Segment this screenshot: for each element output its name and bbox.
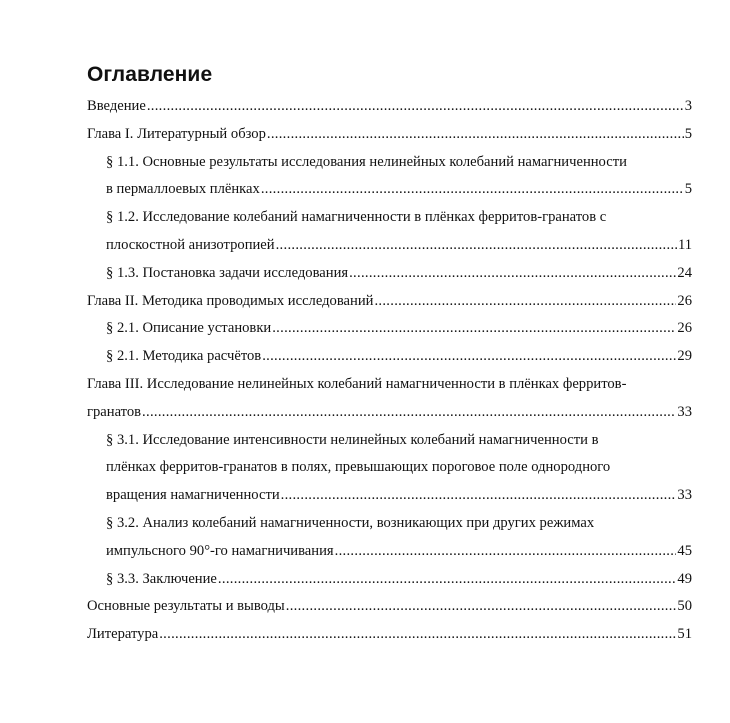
toc-entry-text: вращения намагниченности [106, 487, 280, 504]
toc-entry-line [87, 288, 692, 316]
toc-entry[interactable] [87, 149, 692, 205]
toc-entry-text: § 1.2. Исследование колебаний намагниченности в плёнках ферритов-гранатов с [106, 209, 607, 226]
toc-page-number: 3 [684, 98, 692, 114]
toc-entry[interactable] [87, 621, 692, 649]
toc-entry-line [87, 399, 692, 427]
toc-entry[interactable] [87, 427, 692, 510]
toc-entry-line [106, 232, 692, 260]
toc-entry-line [106, 260, 692, 288]
toc-page-number: 26 [677, 292, 692, 309]
toc-entry-text: Глава I. Литературный обзор [87, 125, 266, 142]
toc-entry[interactable] [87, 288, 692, 316]
toc-entry-text: гранатов [87, 403, 142, 420]
toc-entry-line [87, 621, 692, 649]
toc-page-number: 24 [677, 264, 692, 281]
toc-page-number: 29 [677, 348, 692, 365]
dot-leader [349, 260, 676, 288]
toc-title: Оглавление [87, 63, 213, 86]
toc-page-number: 49 [677, 570, 692, 587]
toc-page-number: 5 [684, 181, 692, 198]
toc-entry-text: в пермаллоевых плёнках [106, 181, 260, 198]
toc-entry-text: § 2.1. Описание установки [106, 320, 272, 337]
toc-entry[interactable] [87, 260, 692, 288]
toc-list [87, 93, 692, 649]
toc-entry-text: Основные результаты и выводы [87, 598, 285, 615]
toc-page-number: 50 [677, 598, 692, 615]
toc-entry[interactable] [87, 204, 692, 260]
toc-page-number: 26 [677, 320, 692, 337]
toc-entry[interactable] [87, 593, 692, 621]
toc-entry-text: § 2.1. Методика расчётов [106, 348, 262, 365]
dot-leader [272, 315, 676, 343]
toc-entry-line [87, 593, 692, 621]
toc-entry-line [106, 482, 692, 510]
toc-entry-line [106, 176, 692, 204]
toc-entry-line [106, 315, 692, 343]
toc-entry-text: Литература [87, 626, 159, 643]
toc-entry-text: плоскостной анизотропией [106, 236, 275, 253]
toc-entry-line [106, 343, 692, 371]
toc-entry-text: Введение [87, 98, 146, 114]
toc-entry-line [87, 93, 692, 121]
toc-entry[interactable] [87, 315, 692, 343]
toc-entry[interactable] [87, 93, 692, 121]
toc-entry-line [106, 566, 692, 594]
toc-entry-text: Глава II. Методика проводимых исследований [87, 292, 374, 309]
toc-entry-text: § 1.1. Основные результаты исследования нелинейных колебаний намагниченности [106, 153, 627, 170]
toc-page-number: 51 [677, 626, 692, 643]
toc-entry-line [87, 121, 692, 149]
toc-page-number: 33 [677, 403, 692, 420]
toc-entry-text: плёнках ферритов-гранатов в полях, превышающих пороговое поле однородного [106, 459, 611, 476]
toc-entry[interactable] [87, 510, 692, 566]
dot-leader [286, 593, 677, 621]
dot-leader [261, 176, 684, 204]
toc-page-number: 33 [677, 487, 692, 504]
toc-entry-text: § 3.2. Анализ колебаний намагниченности, возникающих при других режимах [106, 514, 595, 531]
toc-entry-text: импульсного 90°-го намагничивания [106, 542, 334, 559]
dot-leader [262, 343, 676, 371]
dot-leader [147, 93, 684, 121]
dot-leader [142, 399, 676, 427]
dot-leader [335, 538, 677, 566]
dot-leader [267, 121, 684, 149]
toc-entry[interactable] [87, 343, 692, 371]
toc-entry-text: § 3.1. Исследование интенсивности нелинейных колебаний намагниченности в [106, 431, 599, 448]
toc-entry-line [106, 538, 692, 566]
dot-leader [218, 566, 676, 594]
toc-page-number: 11 [677, 236, 692, 253]
toc-entry[interactable] [87, 371, 692, 427]
toc-page-number: 5 [684, 125, 692, 142]
toc-entry-text: § 1.3. Постановка задачи исследования [106, 264, 349, 281]
dot-leader [374, 288, 676, 316]
dot-leader [281, 482, 677, 510]
toc-entry[interactable] [87, 566, 692, 594]
toc-entry[interactable] [87, 121, 692, 149]
dot-leader [159, 621, 676, 649]
toc-page-number: 45 [677, 542, 692, 559]
dot-leader [276, 232, 677, 260]
toc-entry-text: Глава III. Исследование нелинейных колебаний намагниченности в плёнках ферритов- [87, 375, 627, 392]
toc-entry-text: § 3.3. Заключение [106, 570, 217, 587]
